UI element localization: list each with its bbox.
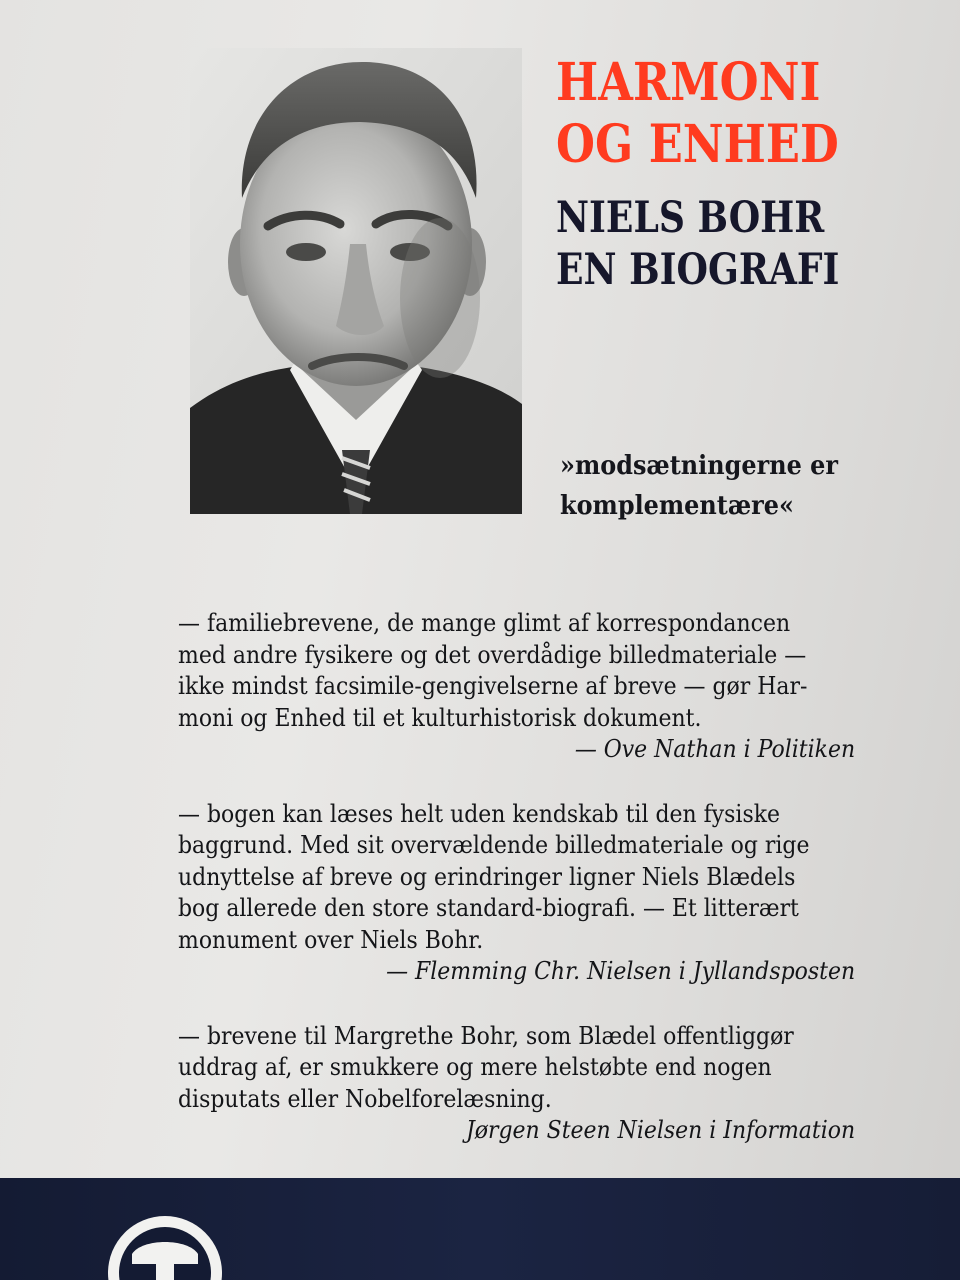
title-line-1: HARMONI xyxy=(556,52,821,113)
review-text-line: — brevene til Margrethe Bohr, som Blædel offentliggør xyxy=(178,1021,794,1050)
review-text-line: udnyttelse af breve og erindringer ligner Niels Blædels xyxy=(178,862,796,891)
subtitle-line-2: EN BIOGRAFI xyxy=(556,245,840,295)
review-text-line: ikke mindst facsimile-gengivelserne af breve — gør Har- xyxy=(178,672,808,700)
book-title xyxy=(556,52,839,176)
title-line-2: OG ENHED xyxy=(556,114,839,175)
review-source: Jørgen Steen Nielsen i Information xyxy=(465,1116,856,1144)
review-text-line: disputats eller Nobelforelæsning. xyxy=(178,1084,552,1113)
review-text-line: — familiebrevene, de mange glimt af korrespondancen xyxy=(178,609,791,637)
review-text-line: moni og Enhed til et kulturhistorisk dokument. xyxy=(178,703,702,732)
review-item xyxy=(178,799,938,988)
quote-line-1: »modsætningerne er xyxy=(560,451,838,481)
review-text-line: — bogen kan læses helt uden kendskab til den fysiske xyxy=(178,799,781,828)
quote-line-2: komplementære« xyxy=(560,491,794,521)
review-list xyxy=(178,608,938,1180)
review-text-line: bog allerede den store standard-biografi. — Et litterært xyxy=(178,894,799,922)
subtitle-line-1: NIELS BOHR xyxy=(556,193,825,243)
book-subtitle xyxy=(556,192,840,296)
review-source: — Flemming Chr. Nielsen i Jyllandsposten xyxy=(386,957,856,985)
review-item xyxy=(178,608,938,766)
review-text-line: med andre fysikere og det overdådige billedmateriale — xyxy=(178,640,807,669)
review-source: — Ove Nathan i Politiken xyxy=(574,735,856,763)
epigraph-quote xyxy=(560,446,838,526)
review-text-line: baggrund. Med sit overvældende billedmateriale og rige xyxy=(178,831,810,859)
publisher-logo-icon xyxy=(106,1214,224,1280)
author-portrait xyxy=(190,48,522,514)
review-item xyxy=(178,1021,938,1147)
review-text-line: monument over Niels Bohr. xyxy=(178,925,484,954)
review-text-line: uddrag af, er smukkere og mere helstøbte end nogen xyxy=(178,1053,772,1081)
